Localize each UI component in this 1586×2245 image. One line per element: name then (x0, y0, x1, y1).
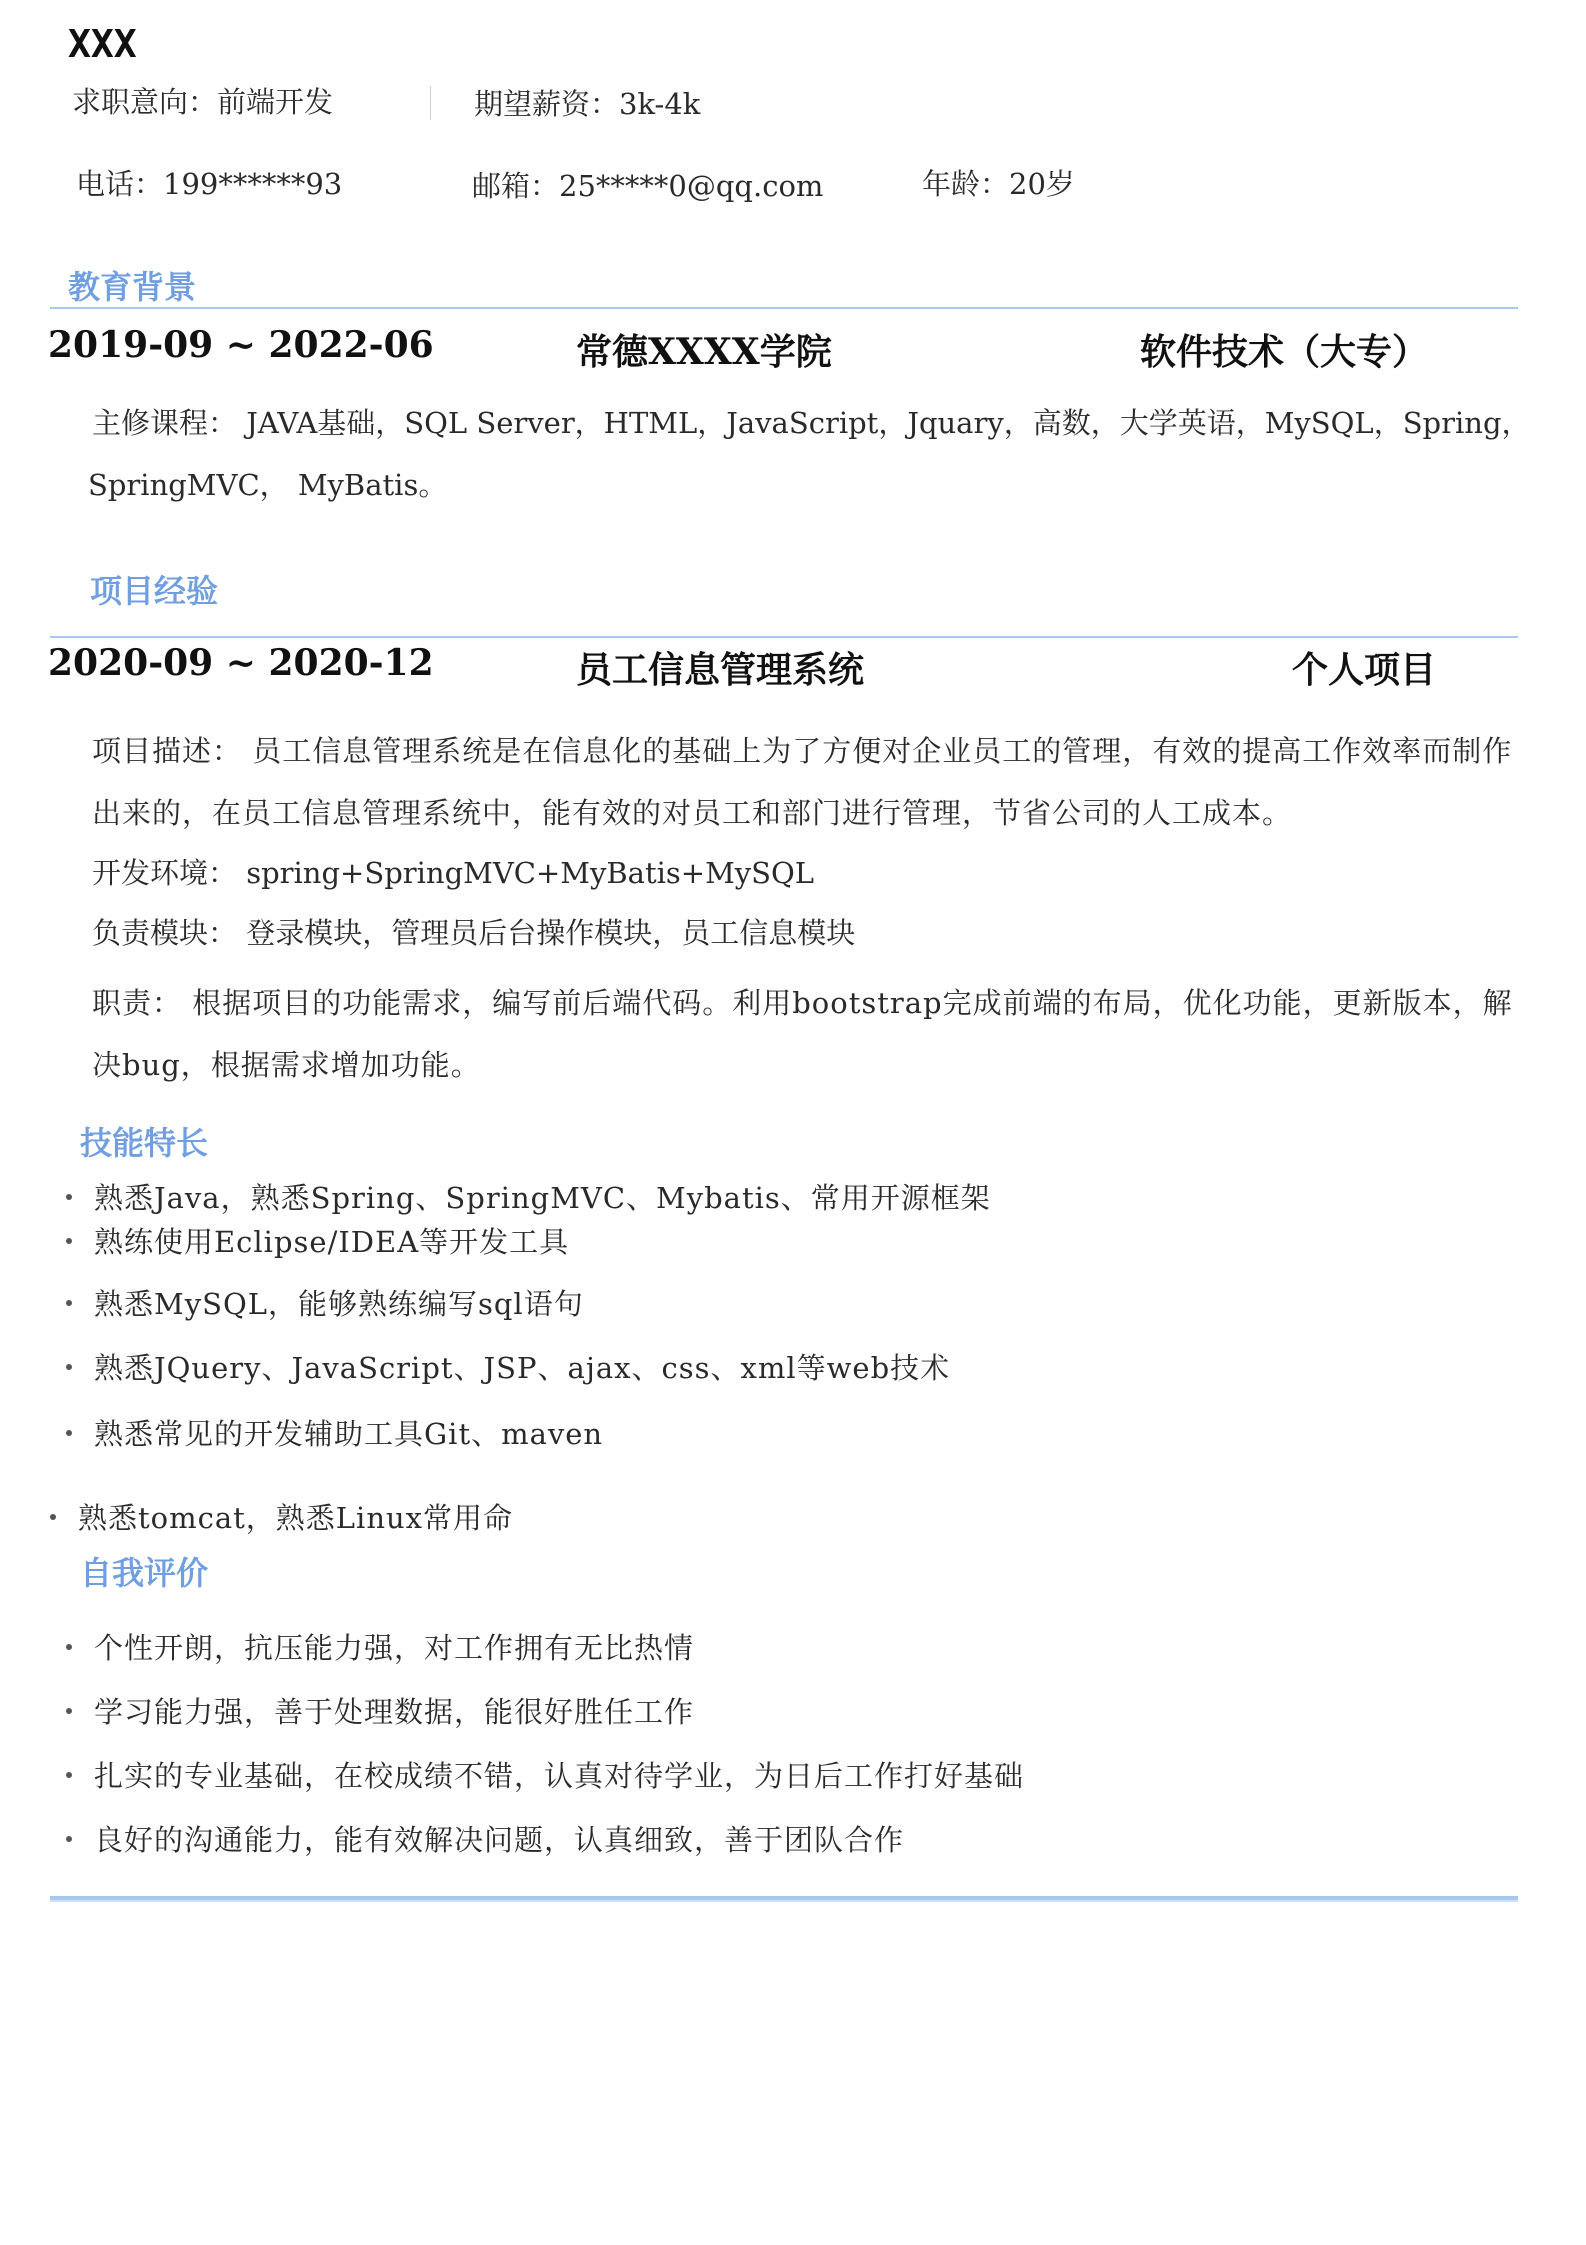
bullet-icon (66, 1772, 72, 1778)
bullet-icon (66, 1708, 72, 1714)
skill-item: 熟悉JQuery、JavaScript、JSP、ajax、css、xml等web技术 (66, 1346, 950, 1387)
bullet-icon (66, 1364, 72, 1370)
education-period: 2019-09 ~ 2022-06 (48, 324, 434, 366)
self-eval-item: 扎实的专业基础，在校成绩不错，认真对待学业，为日后工作打好基础 (66, 1754, 1024, 1795)
header-divider (430, 86, 431, 120)
self-eval-item: 个性开朗，抗压能力强，对工作拥有无比热情 (66, 1626, 694, 1667)
section-title-project: 项目经验 (90, 572, 219, 610)
major: 软件技术（大专） (1140, 331, 1429, 373)
self-eval-item: 学习能力强，善于处理数据，能很好胜任工作 (66, 1690, 694, 1731)
project-modules: 负责模块： 登录模块，管理员后台操作模块，员工信息模块 (92, 916, 856, 950)
section-divider (50, 307, 1518, 309)
project-environment: 开发环境： spring+SpringMVC+MyBatis+MySQL (92, 856, 815, 890)
phone: 电话：199******93 (76, 167, 343, 201)
project-duties: 职责： 根据项目的功能需求，编写前后端代码。利用bootstrap完成前端的布局，优化功能，更新版本，解决bug，根据需求增加功能。 (92, 986, 1513, 1082)
job-intent: 求职意向：前端开发 (72, 85, 334, 119)
bullet-icon (50, 1514, 56, 1520)
courses-line-1: 主修课程： JAVA基础，SQL Server，HTML，JavaScript，Jquary，高数，大学英语，MySQL，Spring， (92, 406, 1531, 440)
expected-salary: 期望薪资：3k-4k (474, 87, 701, 121)
skill-item: 熟练使用Eclipse/IDEA等开发工具 (66, 1220, 569, 1261)
resume-name: XXX (68, 22, 137, 66)
bullet-icon (66, 1644, 72, 1650)
project-period: 2020-09 ~ 2020-12 (48, 642, 434, 684)
bullet-icon (66, 1300, 72, 1306)
section-title-education: 教育背景 (68, 268, 197, 306)
section-title-skills: 技能特长 (80, 1124, 209, 1162)
footer-divider (50, 1896, 1518, 1902)
project-description: 项目描述： 员工信息管理系统是在信息化的基础上为了方便对企业员工的管理，有效的提高工作效率而制作出来的，在员工信息管理系统中，能有效的对员工和部门进行管理，节省公司的人工成本。 (92, 734, 1513, 830)
skill-item: 熟悉tomcat，熟悉Linux常用命 (50, 1496, 513, 1537)
age: 年龄：20岁 (922, 167, 1075, 201)
skill-item: 熟悉常见的开发辅助工具Git、maven (66, 1412, 603, 1453)
project-name: 员工信息管理系统 (576, 649, 865, 691)
school-name: 常德XXXX学院 (576, 331, 832, 373)
section-title-self-eval: 自我评价 (80, 1554, 209, 1592)
bullet-icon (66, 1194, 72, 1200)
skill-item: 熟悉MySQL，能够熟练编写sql语句 (66, 1282, 584, 1323)
skill-item: 熟悉Java，熟悉Spring、SpringMVC、Mybatis、常用开源框架 (66, 1176, 991, 1217)
project-type: 个人项目 (1292, 649, 1437, 691)
bullet-icon (66, 1836, 72, 1842)
bullet-icon (66, 1238, 72, 1244)
email: 邮箱：25*****0@qq.com (472, 169, 824, 203)
self-eval-item: 良好的沟通能力，能有效解决问题，认真细致，善于团队合作 (66, 1818, 904, 1859)
bullet-icon (66, 1430, 72, 1436)
courses-line-2: SpringMVC， MyBatis。 (88, 468, 448, 502)
section-divider (50, 636, 1518, 638)
